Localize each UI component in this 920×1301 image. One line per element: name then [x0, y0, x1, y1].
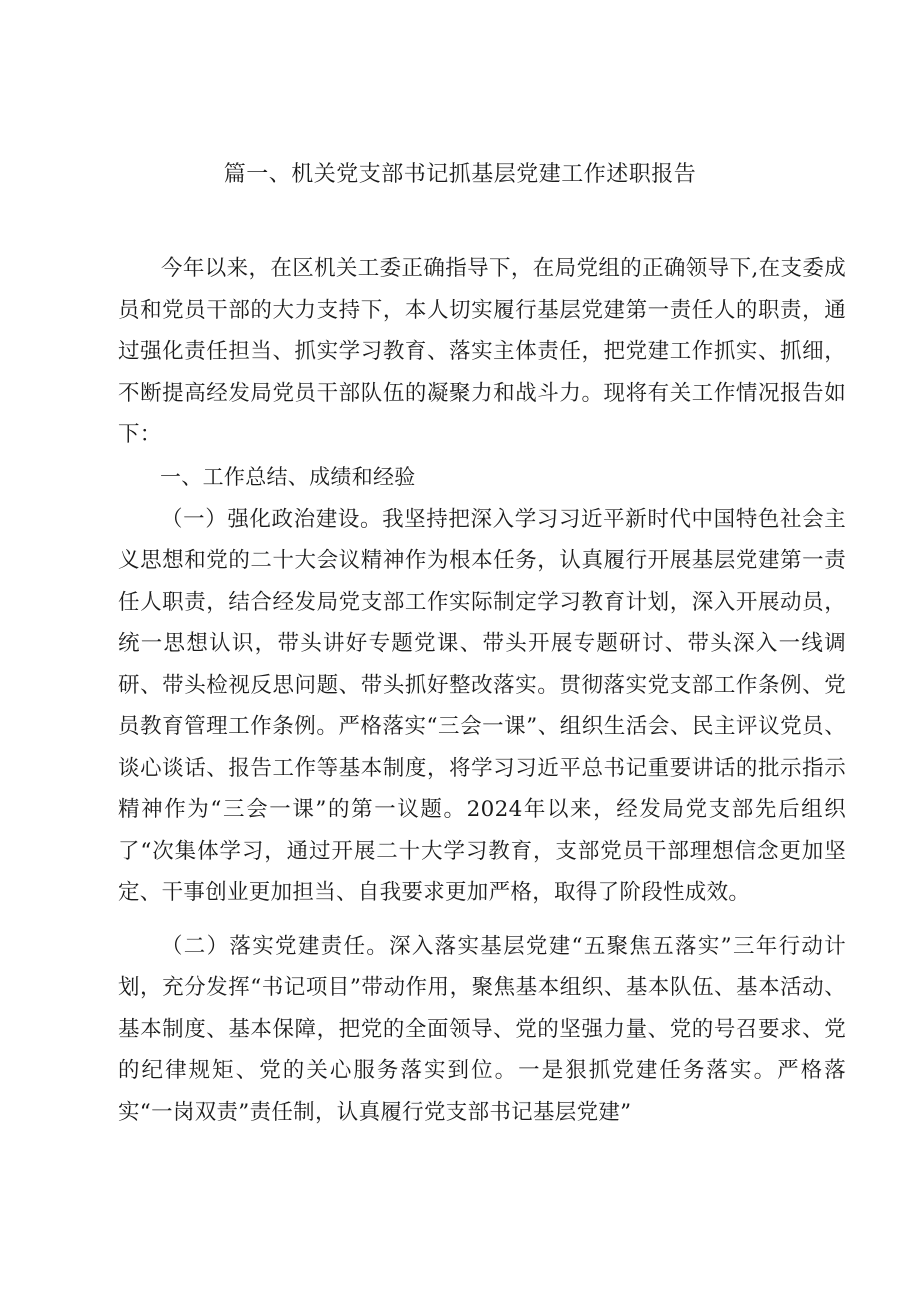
document-title: 篇一、机关党支部书记抓基层党建工作述职报告: [223, 162, 697, 187]
paragraph-party-responsibility: （二）落实党建责任。深入落实基层党建“五聚焦五落实”三年行动计划，充分发挥“书记项目”带动作用，聚焦基本组织、基本队伍、基本活动、基本制度、基本保障，把党的全面领导、党的坚强力量、党的号召要求、党的纪律规矩、党的关心服务落实到位。一是狠抓党建任务落实。严格落实“一岗双责”责任制，认真履行党支部书记基层党建”: [118, 933, 846, 1125]
paragraph-political-building: （一）强化政治建设。我坚持把深入学习习近平新时代中国特色社会主义思想和党的二十大会议精神作为根本任务，认真履行开展基层党建第一责任人职责，结合经发局党支部工作实际制定学习教育计划，深入开展动员，统一思想认识，带头讲好专题党课、带头开展专题研讨、带头深入一线调研、带头检视反思问题、带头抓好整改落实。贯彻落实党支部工作条例、党员教育管理工作条例。严格落实“三会一课”、组织生活会、民主评议党员、谈心谈话、报告工作等基本制度，将学习习近平总书记重要讲话的批示指示精神作为“三会一课”的第一议题。2024年以来，经发局党支部先后组织了“次集体学习，通过开展二十大学习教育，支部党员干部理想信念更加坚定、干事创业更加担当、自我要求更加严格，取得了阶段性成效。: [118, 506, 846, 905]
section-heading: 一、工作总结、成绩和经验: [160, 464, 416, 489]
paragraph-spacer: [118, 914, 846, 926]
intro-paragraph: 今年以来，在区机关工委正确指导下，在局党组的正确领导下,在支委成员和党员干部的大力支持下，本人切实履行基层党建第一责任人的职责，通过强化责任担当、抓实学习教育、落实主体责任，把党建工作抓实、抓细，不断提高经发局党员干部队伍的凝聚力和战斗力。现将有关工作情况报告如下：: [118, 256, 846, 447]
document-body: [118, 248, 846, 1133]
